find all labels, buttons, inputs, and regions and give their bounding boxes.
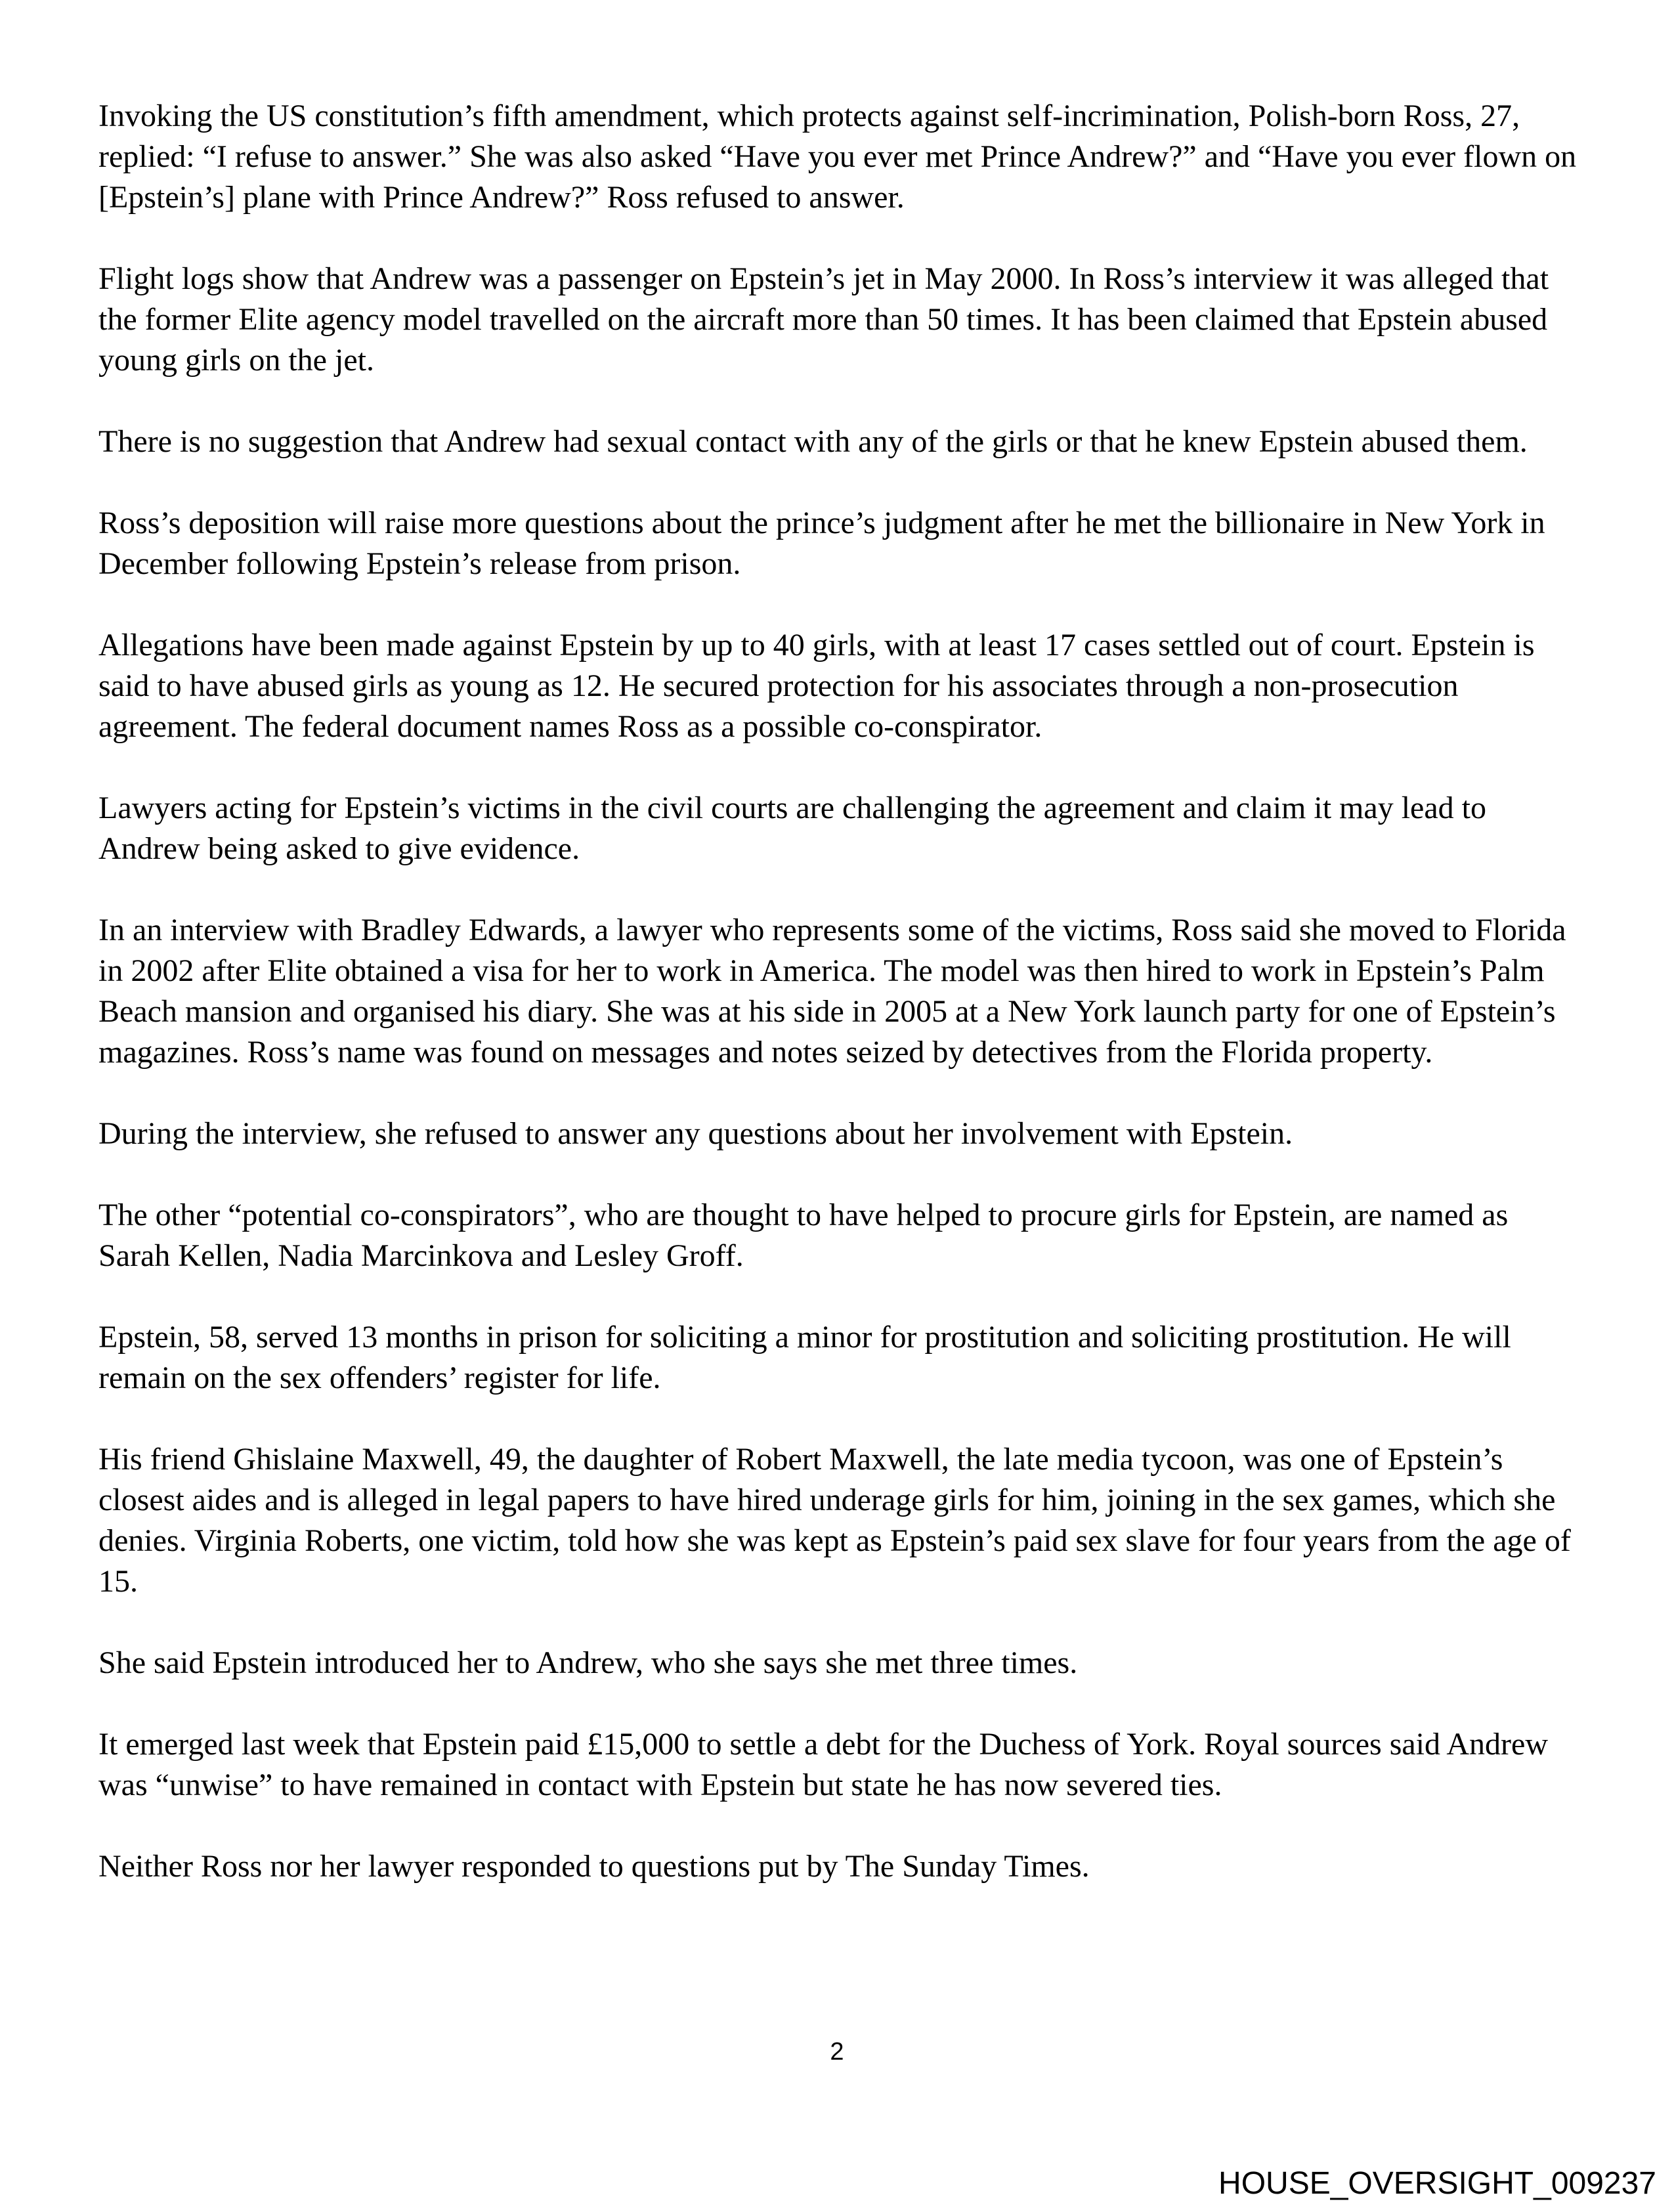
paragraph: Neither Ross nor her lawyer responded to questions put by The Sunday Times. (98, 1849, 1090, 1884)
page-number: 2 (830, 2038, 844, 2066)
paragraph: Flight logs show that Andrew was a passenger on Epstein’s jet in May 2000. In Ross’s interview it was alleged that the former Elite agency model travelled on the aircraft more than 50 times. It has been claimed that Epstein abused young girls on the jet. (98, 261, 1549, 378)
paragraph: During the interview, she refused to answer any questions about her involvement with Epstein. (98, 1116, 1293, 1151)
paragraph: His friend Ghislaine Maxwell, 49, the daughter of Robert Maxwell, the late media tycoon, was one of Epstein’s closest aides and is alleged in legal papers to have hired underage girls for him, joining in the sex games, which she denies. Virginia Roberts, one victim, told how she was kept as Epstein’s paid sex slave for four years from the age of 15. (98, 1442, 1571, 1599)
paragraph: In an interview with Bradley Edwards, a lawyer who represents some of the victims, Ross said she moved to Florida in 2002 after Elite obtained a visa for her to work in America. The model was then hired to work in Epstein’s Palm Beach mansion and organised his diary. She was at his side in 2005 at a New York launch party for one of Epstein’s magazines. Ross’s name was found on messages and notes seized by detectives from the Florida property. (98, 913, 1566, 1070)
article-body (98, 96, 1579, 1928)
paragraph: The other “potential co-conspirators”, who are thought to have helped to procure girls for Epstein, are named as Sarah Kellen, Nadia Marcinkova and Lesley Groff. (98, 1198, 1509, 1273)
paragraph: Epstein, 58, served 13 months in prison for soliciting a minor for prostitution and soliciting prostitution. He will remain on the sex offenders’ register for life. (98, 1320, 1511, 1395)
paragraph: There is no suggestion that Andrew had sexual contact with any of the girls or that he knew Epstein abused them. (98, 424, 1528, 459)
bates-stamp: HOUSE_OVERSIGHT_009237 (1218, 2166, 1656, 2201)
paragraph: Lawyers acting for Epstein’s victims in the civil courts are challenging the agreement and claim it may lead to Andrew being asked to give evidence. (98, 791, 1486, 866)
paragraph: Ross’s deposition will raise more questions about the prince’s judgment after he met the billionaire in New York in December following Epstein’s release from prison. (98, 506, 1545, 581)
paragraph: Allegations have been made against Epstein by up to 40 girls, with at least 17 cases settled out of court. Epstein is said to have abused girls as young as 12. He secured protection for his associates through a non-prosecution agreement. The federal document names Ross as a possible co-conspirator. (98, 628, 1535, 744)
paragraph: Invoking the US constitution’s fifth amendment, which protects against self-incrimination, Polish-born Ross, 27, replied: “I refuse to answer.” She was also asked “Have you ever met Prince Andrew?” and “Have you ever flown on [Epstein’s] plane with Prince Andrew?” Ross refused to answer. (98, 98, 1577, 215)
paragraph: She said Epstein introduced her to Andrew, who she says she met three times. (98, 1645, 1078, 1680)
paragraph: It emerged last week that Epstein paid £15,000 to settle a debt for the Duchess of York. Royal sources said Andrew was “unwise” to have remained in contact with Epstein but state he has now severed ties. (98, 1727, 1548, 1802)
